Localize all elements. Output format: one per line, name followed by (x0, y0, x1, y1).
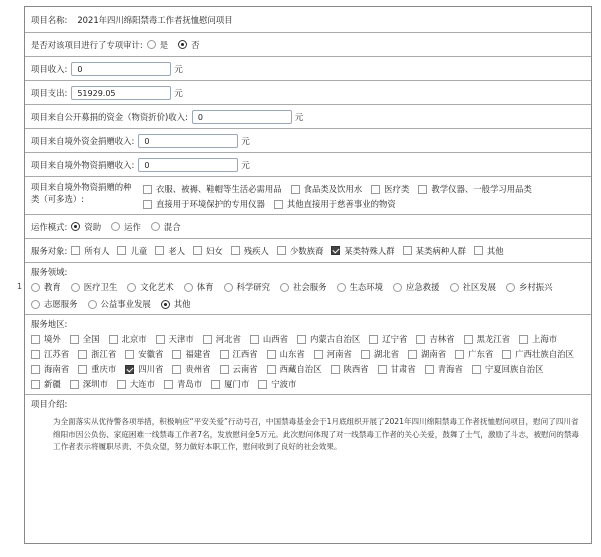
radio-icon (127, 283, 136, 292)
regions-option-label: 青岛市 (177, 379, 203, 389)
intro-label: 项目介绍: (31, 399, 68, 409)
target-option[interactable]: 妇女 (193, 245, 223, 257)
regions-option-label: 黑龙江省 (476, 334, 510, 344)
radio-checked-icon (178, 40, 187, 49)
regions-option-label: 浙江省 (91, 349, 117, 359)
fields-option-label: 社区发展 (462, 282, 496, 292)
project-form (24, 6, 592, 544)
checkbox-icon (125, 350, 134, 359)
fields-option[interactable] (393, 281, 440, 293)
target-option[interactable]: 少数族裔 (277, 245, 324, 257)
fields-option-label: 公益事业发展 (100, 299, 151, 309)
target-option[interactable]: 残疾人 (231, 245, 269, 257)
regions-option-label: 安徽省 (138, 349, 164, 359)
radio-icon (184, 283, 193, 292)
fields-option[interactable] (224, 281, 271, 293)
goods-option-food[interactable]: 食品类及饮用水 (291, 183, 363, 195)
fields-option-label: 医疗卫生 (83, 282, 118, 292)
regions-option-label: 湖北省 (373, 349, 399, 359)
regions-option[interactable] (369, 333, 407, 345)
regions-option-label: 青海省 (437, 364, 463, 374)
income-label: 项目收入: (31, 63, 68, 74)
goods-types-options (143, 181, 585, 210)
regions-option-label: 甘肃省 (390, 364, 416, 374)
radio-icon (393, 283, 402, 292)
project-name-value: 2021年四川绵阳禁毒工作者抚恤慰问项目 (77, 14, 233, 25)
checkbox-icon (143, 200, 152, 209)
regions-option[interactable] (109, 333, 147, 345)
regions-option-label: 贵州省 (185, 364, 211, 374)
target-option[interactable]: 某类病种人群 (403, 245, 466, 257)
regions-option-label: 河北省 (215, 334, 241, 344)
mode-row (25, 215, 591, 239)
regions-option[interactable] (70, 333, 100, 345)
radio-icon (71, 283, 80, 292)
intro-block (25, 395, 591, 543)
foreign-goods-row (25, 153, 591, 177)
foreign-goods-input[interactable]: 0 (138, 158, 238, 172)
regions-option-label: 上海市 (532, 334, 558, 344)
regions-block (25, 315, 591, 395)
radio-icon (147, 40, 156, 49)
regions-option-label: 陕西省 (343, 364, 369, 374)
checkbox-icon (361, 350, 370, 359)
fields-option-label: 体育 (196, 282, 214, 292)
public-goods-unit: 元 (294, 111, 304, 122)
checkbox-icon (472, 365, 481, 374)
checkbox-icon (297, 335, 306, 344)
goods-types-label: 项目来自境外物资捐赠的种类（可多选）: (31, 182, 132, 204)
radio-checked-icon (71, 222, 80, 231)
regions-option[interactable] (156, 333, 194, 345)
fields-option[interactable] (337, 281, 384, 293)
income-row (25, 57, 591, 81)
project-name-label: 项目名称: (31, 14, 68, 25)
regions-option[interactable] (31, 348, 69, 360)
regions-option-label: 河南省 (326, 349, 352, 359)
checkbox-icon (267, 365, 276, 374)
fields-option[interactable] (184, 281, 214, 293)
audit-option-yes[interactable]: 是 (147, 39, 168, 51)
regions-option[interactable] (211, 378, 249, 390)
regions-option-label: 天津市 (168, 334, 194, 344)
checkbox-icon (277, 246, 286, 255)
fields-option[interactable] (31, 298, 78, 310)
goods-option-teaching[interactable]: 教学仪器、一般学习用品类 (418, 183, 532, 195)
regions-option[interactable] (416, 333, 454, 345)
foreign-goods-unit: 元 (241, 159, 250, 170)
regions-option[interactable] (267, 363, 322, 375)
checkbox-checked-icon (125, 365, 134, 374)
regions-option-label: 广东省 (468, 349, 494, 359)
checkbox-icon (71, 246, 80, 255)
project-name-row (25, 7, 591, 33)
checkbox-icon (211, 380, 220, 389)
regions-option-label: 重庆市 (91, 364, 117, 374)
regions-option[interactable] (425, 363, 463, 375)
mode-option-fund[interactable]: 资助 (71, 221, 101, 233)
regions-option[interactable] (314, 348, 352, 360)
fields-options (31, 281, 585, 310)
fields-option[interactable] (71, 281, 118, 293)
regions-option[interactable] (464, 333, 511, 345)
checkbox-icon (193, 246, 202, 255)
public-goods-label: 项目来自公开募捐的资金（物资折价)收入: (31, 111, 188, 122)
regions-option-label: 深圳市 (82, 379, 108, 389)
regions-option-label: 云南省 (232, 364, 258, 374)
regions-option-label: 北京市 (121, 334, 147, 344)
fields-option[interactable] (88, 298, 151, 310)
regions-option[interactable] (31, 378, 61, 390)
fields-option-label: 志愿服务 (44, 299, 78, 309)
public-goods-input[interactable]: 0 (192, 110, 292, 124)
checkbox-icon (369, 335, 378, 344)
checkbox-icon (250, 335, 259, 344)
public-goods-row (25, 105, 591, 129)
foreign-funds-unit: 元 (241, 135, 250, 146)
foreign-funds-input[interactable]: 0 (138, 134, 238, 148)
income-input[interactable]: 0 (71, 62, 171, 76)
intro-text: 为全面落实从优待警各项举措，积极响应“平安关爱”行动号召，中国禁毒基金会于1月底组织开展了2021年四川绵阳禁毒工作者抚恤慰问项目，慰问了四川省绵阳市因公负伤、家庭困难一线禁毒工作者7名，发放慰问金5万元。此次慰问体现了对一线禁毒工作者的关心关爱，鼓舞了士气，激励了斗志，被慰问的禁毒工作者表示将履职尽责、不负众望，努力做好本职工作，慰问收到了良好的社会效果。 (53, 417, 580, 451)
regions-option-label: 广西壮族自治区 (515, 349, 574, 359)
regions-option-label: 厦门市 (224, 379, 250, 389)
foreign-goods-label: 项目来自境外物资捐赠收入: (31, 159, 135, 170)
goods-option-charity[interactable]: 其他直接用于慈善事业的物资 (274, 198, 396, 210)
checkbox-icon (274, 200, 283, 209)
regions-option-label: 福建省 (185, 349, 211, 359)
checkbox-icon (156, 335, 165, 344)
checkbox-icon (371, 185, 380, 194)
checkbox-icon (31, 380, 40, 389)
regions-option-label: 江苏省 (44, 349, 70, 359)
checkbox-icon (416, 335, 425, 344)
regions-option[interactable] (378, 363, 416, 375)
regions-label: 服务地区: (31, 319, 68, 329)
income-unit: 元 (174, 63, 183, 74)
checkbox-icon (78, 350, 87, 359)
checkbox-icon (502, 350, 511, 359)
radio-icon (31, 300, 40, 309)
radio-icon (151, 222, 160, 231)
radio-icon (280, 283, 289, 292)
radio-icon (88, 300, 97, 309)
regions-options (31, 333, 585, 390)
regions-option[interactable] (331, 363, 369, 375)
regions-option[interactable] (220, 363, 258, 375)
regions-option[interactable] (502, 348, 574, 360)
checkbox-icon (143, 185, 152, 194)
regions-option[interactable] (172, 348, 210, 360)
checkbox-icon (203, 335, 212, 344)
checkbox-icon (519, 335, 528, 344)
checkbox-icon (314, 350, 323, 359)
checkbox-icon (31, 365, 40, 374)
regions-option[interactable] (519, 333, 557, 345)
fields-option-label: 文化艺术 (140, 282, 174, 292)
targets-row (25, 239, 591, 263)
fields-option[interactable] (280, 281, 327, 293)
side-row-number: 1 (17, 282, 23, 291)
mode-option-mixed[interactable]: 混合 (151, 221, 181, 233)
radio-icon (224, 283, 233, 292)
expense-input[interactable]: 51929.05 (71, 86, 171, 100)
targets-label: 服务对象: (31, 245, 68, 256)
foreign-funds-label: 项目来自境外资金捐赠收入: (31, 135, 135, 146)
regions-option-label: 宁波市 (271, 379, 297, 389)
fields-option-label: 科学研究 (236, 282, 270, 292)
fields-option-label: 生态环境 (349, 282, 383, 292)
regions-option[interactable] (408, 348, 446, 360)
fields-option[interactable] (127, 281, 174, 293)
regions-option-label: 西藏自治区 (279, 364, 322, 374)
fields-option[interactable] (161, 298, 191, 310)
checkbox-icon (331, 365, 340, 374)
target-option[interactable]: 儿童 (117, 245, 147, 257)
fields-label: 服务领域: (31, 267, 68, 277)
target-option[interactable]: 所有人 (71, 245, 109, 257)
regions-option-label: 境外 (44, 334, 61, 344)
audit-row (25, 33, 591, 57)
checkbox-icon (109, 335, 118, 344)
regions-option[interactable] (78, 363, 116, 375)
regions-option[interactable] (172, 363, 210, 375)
checkbox-icon (172, 365, 181, 374)
checkbox-icon (70, 380, 79, 389)
target-option-special[interactable]: 某类特殊人群 (331, 245, 394, 257)
audit-option-no[interactable]: 否 (178, 39, 199, 51)
foreign-funds-row (25, 129, 591, 153)
regions-option-label: 新疆 (44, 379, 61, 389)
radio-icon (111, 222, 120, 231)
regions-option[interactable] (125, 363, 163, 375)
regions-option-label: 大连市 (129, 379, 155, 389)
fields-option[interactable] (31, 281, 61, 293)
checkbox-icon (70, 335, 79, 344)
checkbox-icon (78, 365, 87, 374)
checkbox-icon (267, 350, 276, 359)
radio-icon (337, 283, 346, 292)
target-option[interactable]: 其他 (474, 245, 504, 257)
regions-option[interactable] (31, 333, 61, 345)
regions-option[interactable] (472, 363, 544, 375)
regions-option-label: 海南省 (44, 364, 70, 374)
regions-option[interactable] (70, 378, 108, 390)
regions-option-label: 山西省 (262, 334, 288, 344)
regions-option[interactable] (203, 333, 241, 345)
radio-icon (450, 283, 459, 292)
goods-option-environment[interactable]: 直接用于环境保护的专用仪器 (143, 198, 265, 210)
radio-checked-icon (161, 300, 170, 309)
regions-option[interactable] (125, 348, 163, 360)
expense-unit: 元 (174, 87, 183, 98)
checkbox-icon (117, 246, 126, 255)
checkbox-icon (231, 246, 240, 255)
goods-option-daily[interactable]: 衣服、被褥、鞋帽等生活必需用品 (143, 183, 282, 195)
checkbox-checked-icon (331, 246, 340, 255)
goods-types-row (25, 177, 591, 215)
regions-option[interactable] (78, 348, 116, 360)
expense-row (25, 81, 591, 105)
radio-icon (506, 283, 515, 292)
radio-icon (31, 283, 40, 292)
checkbox-icon (220, 365, 229, 374)
checkbox-icon (474, 246, 483, 255)
fields-option[interactable] (506, 281, 553, 293)
checkbox-icon (155, 246, 164, 255)
regions-option-label: 四川省 (138, 364, 164, 374)
goods-option-medical[interactable]: 医疗类 (371, 183, 409, 195)
expense-label: 项目支出: (31, 87, 68, 98)
regions-option-label: 全国 (82, 334, 100, 344)
checkbox-icon (378, 365, 387, 374)
fields-option[interactable] (450, 281, 497, 293)
fields-option-label: 乡村振兴 (519, 282, 553, 292)
checkbox-icon (31, 335, 40, 344)
checkbox-icon (403, 246, 412, 255)
mode-option-operate[interactable]: 运作 (111, 221, 141, 233)
checkbox-icon (291, 185, 300, 194)
regions-option-label: 吉林省 (429, 334, 455, 344)
checkbox-icon (117, 380, 126, 389)
fields-block (25, 263, 591, 315)
regions-option[interactable] (164, 378, 202, 390)
checkbox-icon (164, 380, 173, 389)
regions-option[interactable] (258, 378, 296, 390)
checkbox-icon (408, 350, 417, 359)
regions-option[interactable] (297, 333, 360, 345)
regions-option-label: 江西省 (232, 349, 258, 359)
mode-label: 运作模式: (31, 221, 68, 232)
regions-option[interactable] (250, 333, 288, 345)
checkbox-icon (455, 350, 464, 359)
checkbox-icon (464, 335, 473, 344)
regions-option-label: 湖南省 (421, 349, 447, 359)
audit-label: 是否对该项目进行了专项审计: (31, 39, 143, 50)
checkbox-icon (31, 350, 40, 359)
regions-option[interactable] (267, 348, 305, 360)
checkbox-icon (220, 350, 229, 359)
regions-option-label: 内蒙古自治区 (310, 334, 361, 344)
checkbox-icon (258, 380, 267, 389)
regions-option[interactable] (31, 363, 69, 375)
fields-option-label: 应急救援 (406, 282, 440, 292)
regions-option[interactable] (220, 348, 258, 360)
regions-option[interactable] (455, 348, 493, 360)
fields-option-label: 其他 (173, 299, 191, 309)
checkbox-icon (425, 365, 434, 374)
fields-option-label: 社会服务 (293, 282, 327, 292)
regions-option[interactable] (117, 378, 155, 390)
checkbox-icon (418, 185, 427, 194)
checkbox-icon (172, 350, 181, 359)
fields-option-label: 教育 (44, 282, 61, 292)
regions-option[interactable] (361, 348, 399, 360)
regions-option-label: 辽宁省 (382, 334, 408, 344)
regions-option-label: 山东省 (279, 349, 305, 359)
target-option[interactable]: 老人 (155, 245, 185, 257)
regions-option-label: 宁夏回族自治区 (484, 364, 544, 374)
